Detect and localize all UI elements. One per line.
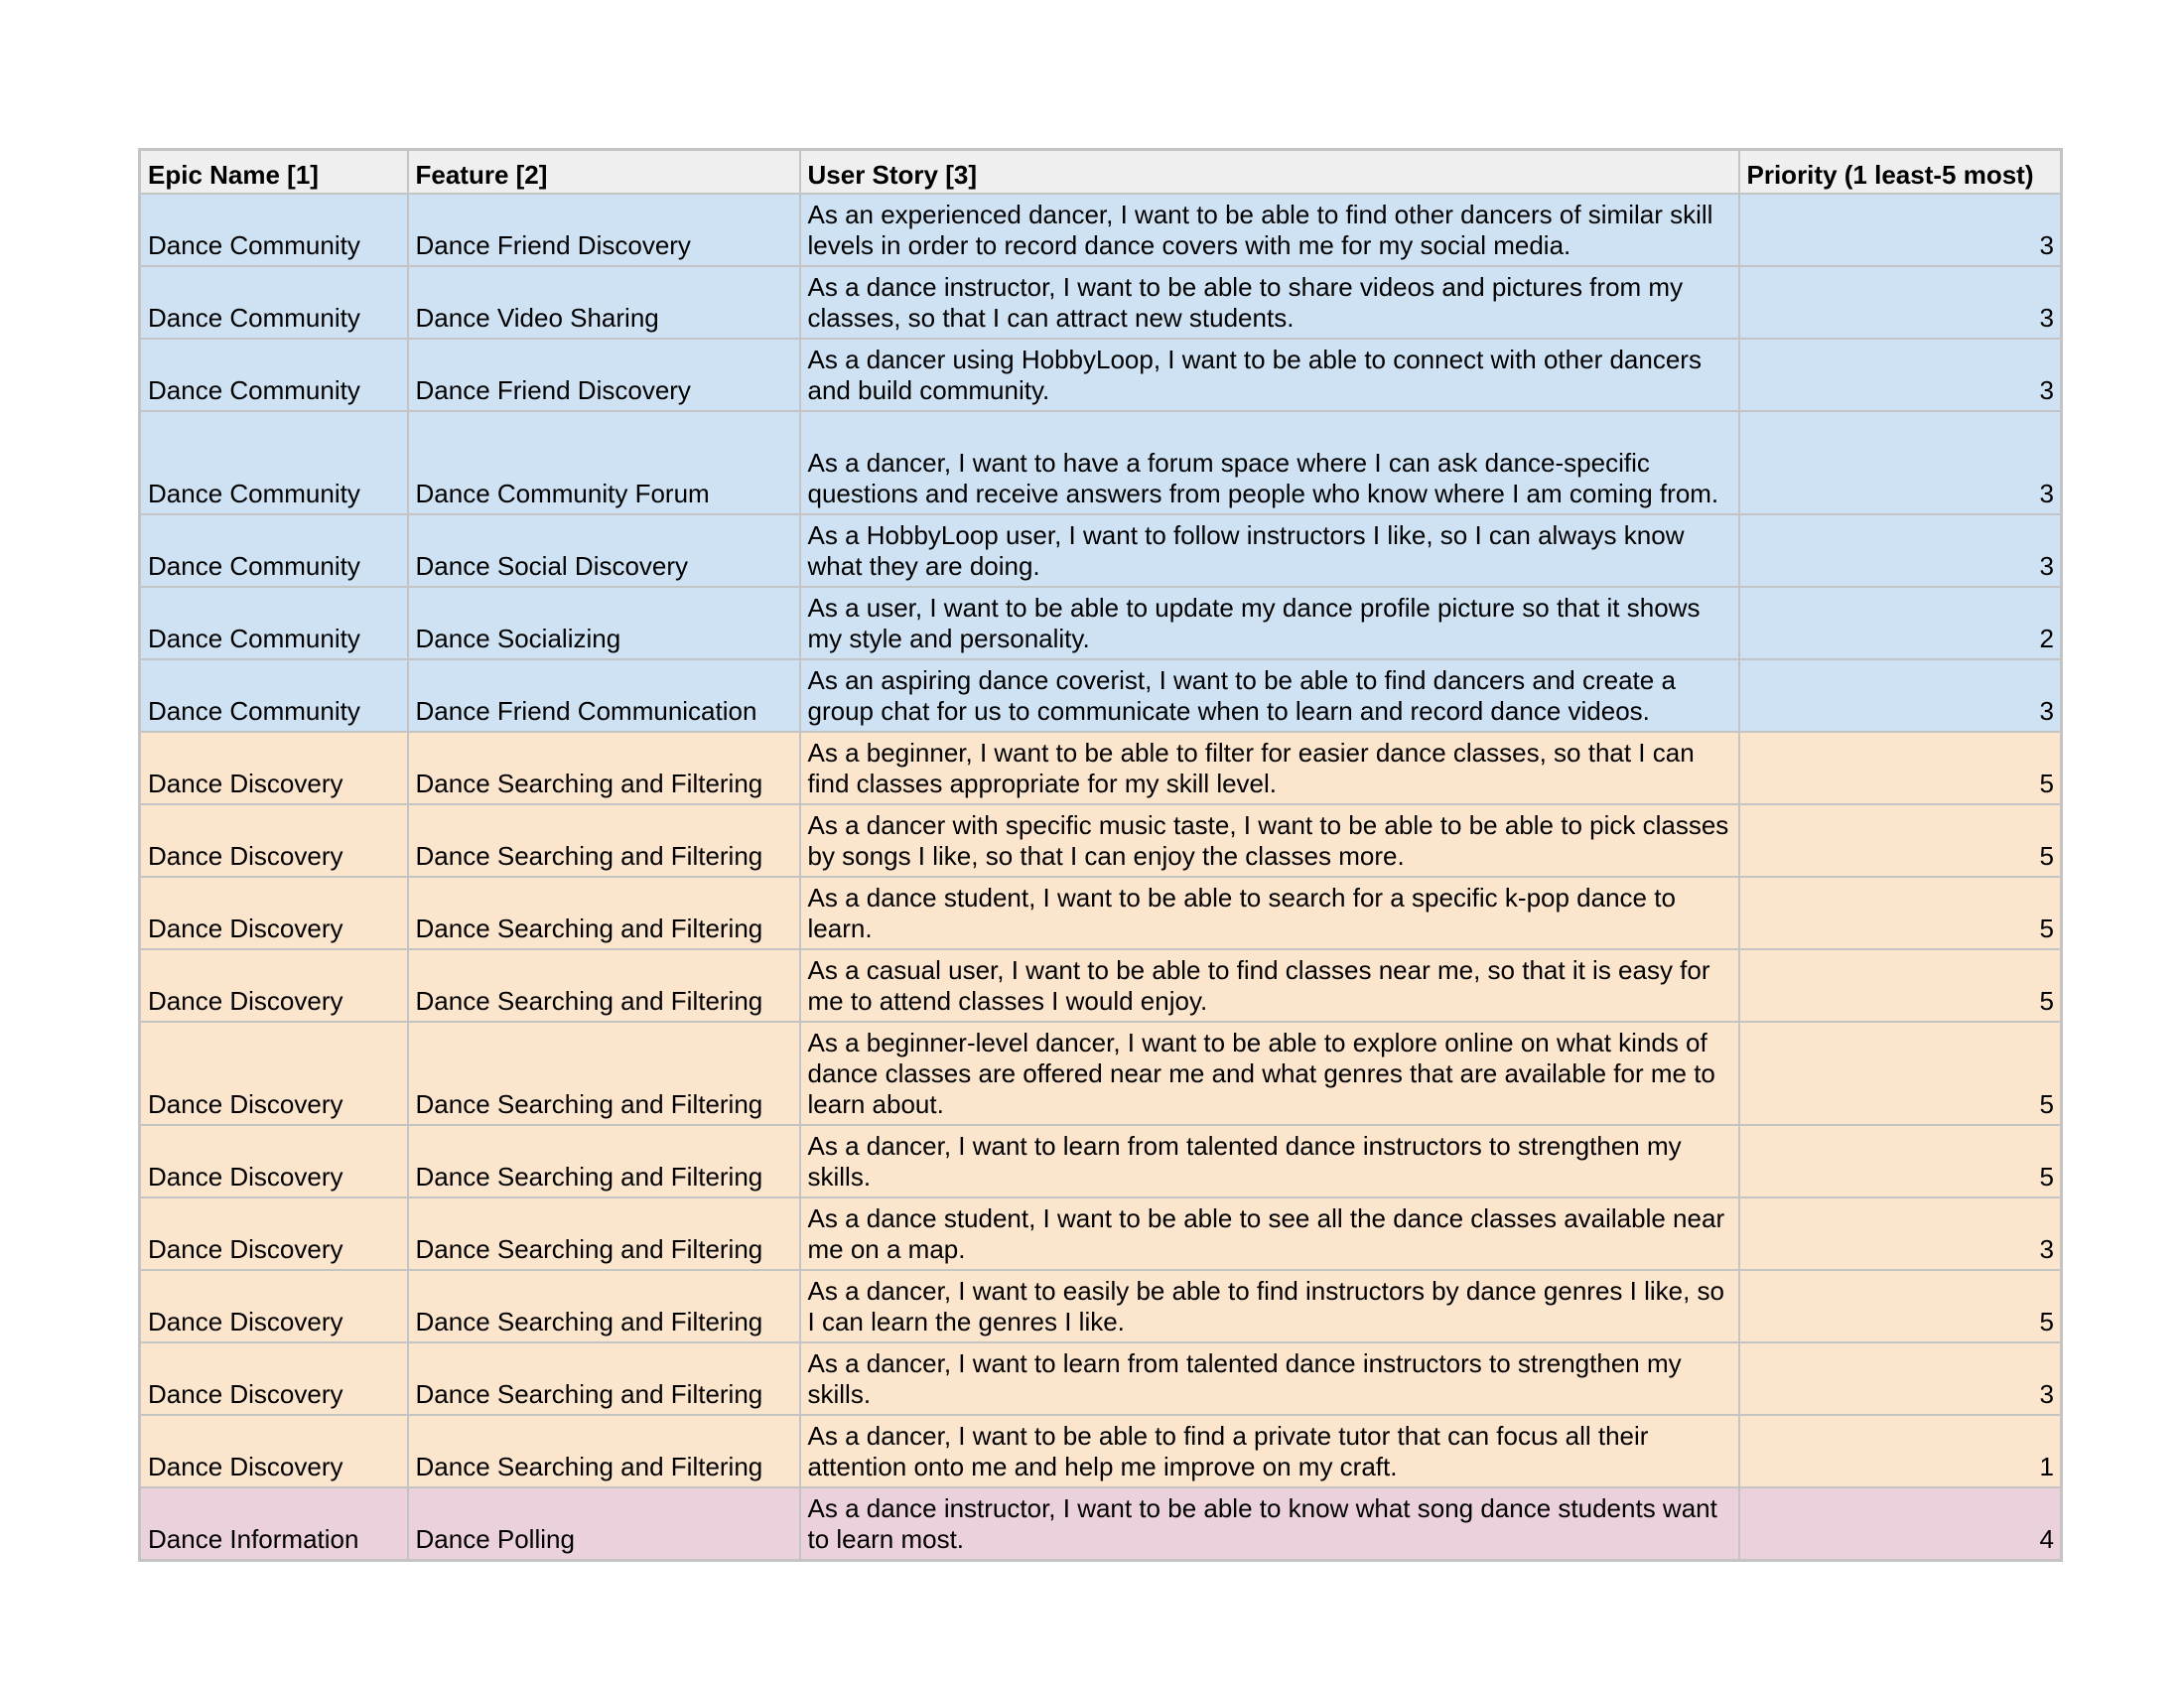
user-story-cell: As a dancer, I want to learn from talented dance instructors to strengthen my skills. [800,1342,1739,1415]
epic-cell: Dance Community [140,411,408,514]
header-feature: Feature [2] [408,150,800,195]
user-story-cell: As a casual user, I want to be able to find classes near me, so that it is easy for me to attend classes I would enjoy. [800,949,1739,1022]
feature-cell: Dance Friend Discovery [408,194,800,266]
feature-cell: Dance Searching and Filtering [408,732,800,804]
user-stories-table [138,148,2063,1562]
header-row [140,150,2062,195]
priority-cell: 3 [1739,339,2062,411]
user-story-cell: As an aspiring dance coverist, I want to be able to find dancers and create a group chat for us to communicate when to learn and record dance videos. [800,659,1739,732]
user-story-cell: As a dancer, I want to easily be able to find instructors by dance genres I like, so I can learn the genres I like. [800,1270,1739,1342]
priority-cell: 5 [1739,732,2062,804]
epic-cell: Dance Community [140,194,408,266]
priority-cell: 3 [1739,266,2062,339]
feature-cell: Dance Searching and Filtering [408,1022,800,1125]
epic-cell: Dance Community [140,587,408,659]
header-priority: Priority (1 least-5 most) [1739,150,2062,195]
feature-cell: Dance Social Discovery [408,514,800,587]
priority-cell: 3 [1739,1197,2062,1270]
epic-cell: Dance Discovery [140,877,408,949]
table-row [140,339,2062,411]
priority-cell: 5 [1739,1022,2062,1125]
user-story-cell: As a dance instructor, I want to be able to share videos and pictures from my classes, so that I can attract new students. [800,266,1739,339]
priority-cell: 3 [1739,514,2062,587]
priority-cell: 3 [1739,411,2062,514]
feature-cell: Dance Searching and Filtering [408,1125,800,1197]
epic-cell: Dance Community [140,659,408,732]
user-story-cell: As a user, I want to be able to update my dance profile picture so that it shows my style and personality. [800,587,1739,659]
table-row [140,1270,2062,1342]
feature-cell: Dance Community Forum [408,411,800,514]
user-story-cell: As a dancer, I want to be able to find a private tutor that can focus all their attention onto me and help me improve on my craft. [800,1415,1739,1487]
priority-cell: 1 [1739,1415,2062,1487]
table-row [140,1487,2062,1561]
feature-cell: Dance Polling [408,1487,800,1561]
epic-cell: Dance Discovery [140,804,408,877]
feature-cell: Dance Searching and Filtering [408,949,800,1022]
epic-cell: Dance Discovery [140,732,408,804]
priority-cell: 5 [1739,804,2062,877]
priority-cell: 3 [1739,194,2062,266]
epic-cell: Dance Discovery [140,1125,408,1197]
epic-cell: Dance Discovery [140,1022,408,1125]
priority-cell: 5 [1739,949,2062,1022]
table-row [140,1415,2062,1487]
user-story-cell: As a HobbyLoop user, I want to follow instructors I like, so I can always know what they are doing. [800,514,1739,587]
table-row [140,514,2062,587]
feature-cell: Dance Searching and Filtering [408,1415,800,1487]
user-story-cell: As a dance instructor, I want to be able to know what song dance students want to learn most. [800,1487,1739,1561]
header-user-story: User Story [3] [800,150,1739,195]
table-row [140,411,2062,514]
table-row [140,659,2062,732]
epic-cell: Dance Discovery [140,1270,408,1342]
table-row [140,1022,2062,1125]
user-story-cell: As a dance student, I want to be able to search for a specific k-pop dance to learn. [800,877,1739,949]
feature-cell: Dance Searching and Filtering [408,804,800,877]
priority-cell: 4 [1739,1487,2062,1561]
user-story-cell: As a dancer, I want to learn from talented dance instructors to strengthen my skills. [800,1125,1739,1197]
table-row [140,877,2062,949]
user-story-cell: As a dance student, I want to be able to see all the dance classes available near me on a map. [800,1197,1739,1270]
table-row [140,949,2062,1022]
table-row [140,194,2062,266]
user-story-cell: As a beginner, I want to be able to filter for easier dance classes, so that I can find classes appropriate for my skill level. [800,732,1739,804]
table-row [140,1342,2062,1415]
epic-cell: Dance Community [140,339,408,411]
table-row [140,1197,2062,1270]
feature-cell: Dance Friend Communication [408,659,800,732]
priority-cell: 5 [1739,1125,2062,1197]
user-story-cell: As a dancer using HobbyLoop, I want to be able to connect with other dancers and build community. [800,339,1739,411]
epic-cell: Dance Information [140,1487,408,1561]
epic-cell: Dance Discovery [140,1415,408,1487]
epic-cell: Dance Discovery [140,1197,408,1270]
priority-cell: 3 [1739,1342,2062,1415]
priority-cell: 2 [1739,587,2062,659]
priority-cell: 3 [1739,659,2062,732]
priority-cell: 5 [1739,1270,2062,1342]
epic-cell: Dance Community [140,514,408,587]
table-row [140,587,2062,659]
feature-cell: Dance Searching and Filtering [408,1197,800,1270]
feature-cell: Dance Friend Discovery [408,339,800,411]
header-epic-name: Epic Name [1] [140,150,408,195]
table-row [140,266,2062,339]
feature-cell: Dance Searching and Filtering [408,1270,800,1342]
user-story-cell: As a dancer with specific music taste, I want to be able to be able to pick classes by songs I like, so that I can enjoy the classes more. [800,804,1739,877]
feature-cell: Dance Socializing [408,587,800,659]
table-row [140,804,2062,877]
user-story-cell: As an experienced dancer, I want to be able to find other dancers of similar skill levels in order to record dance covers with me for my social media. [800,194,1739,266]
table-row [140,1125,2062,1197]
priority-cell: 5 [1739,877,2062,949]
feature-cell: Dance Video Sharing [408,266,800,339]
epic-cell: Dance Discovery [140,949,408,1022]
user-story-cell: As a beginner-level dancer, I want to be able to explore online on what kinds of dance classes are offered near me and what genres that are available for me to learn about. [800,1022,1739,1125]
table-row [140,732,2062,804]
feature-cell: Dance Searching and Filtering [408,1342,800,1415]
feature-cell: Dance Searching and Filtering [408,877,800,949]
epic-cell: Dance Community [140,266,408,339]
epic-cell: Dance Discovery [140,1342,408,1415]
user-story-cell: As a dancer, I want to have a forum space where I can ask dance-specific questions and receive answers from people who know where I am coming from. [800,411,1739,514]
